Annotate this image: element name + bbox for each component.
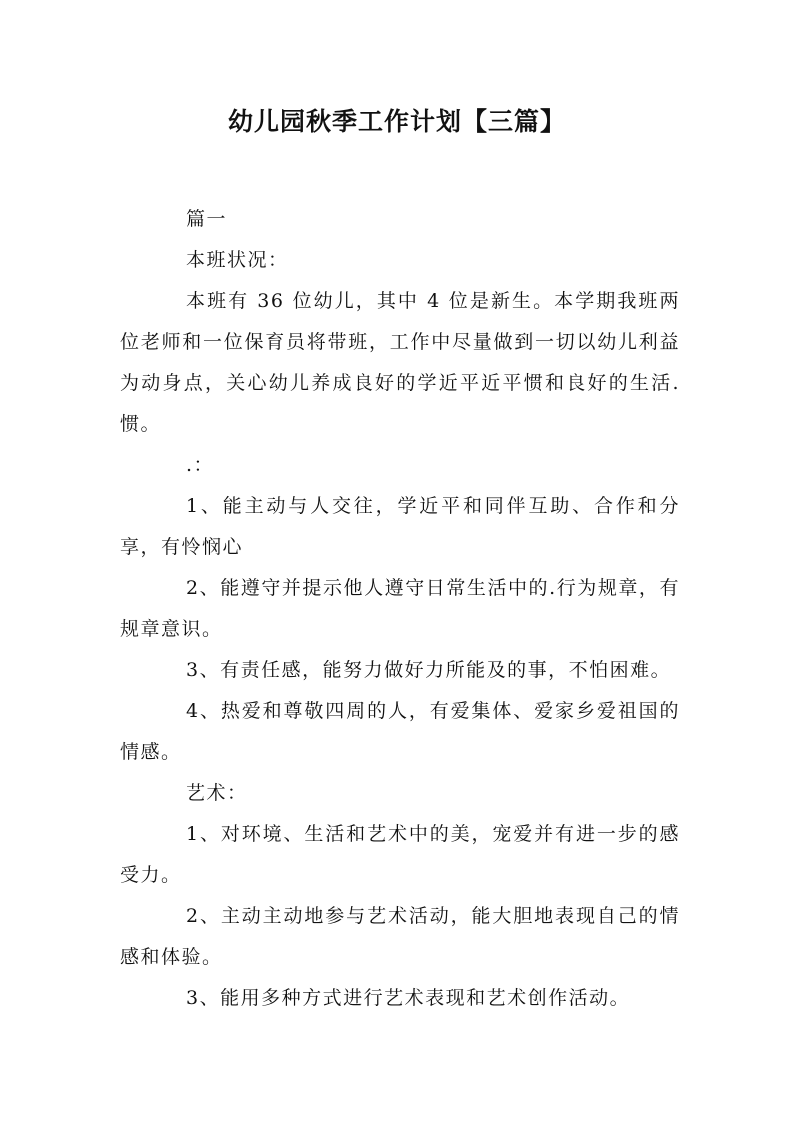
document-body <box>120 199 680 1019</box>
heading-part-one: 篇一 <box>186 208 228 230</box>
heading-fragment: .： <box>186 454 215 476</box>
list-item-social-3: 3、有责任感，能努力做好力所能及的事，不怕困难。 <box>186 659 672 681</box>
paragraph-class-overview: 本班有 36 位幼儿，其中 4 位是新生。本学期我班两位老师和一位保育员将带班，工作中尽量做到一切以幼儿利益为动身点，关心幼儿养成良好的学近平近平惯和良好的生活.惯。 <box>120 290 680 435</box>
list-item-social-1: 1、能主动与人交往，学近平和同伴互助、合作和分享，有怜悯心 <box>120 495 680 558</box>
list-item-art-2: 2、主动主动地参与艺术活动，能大胆地表现自己的情感和体验。 <box>120 905 680 968</box>
list-item-social-2: 2、能遵守并提示他人遵守日常生活中的.行为规章，有规章意识。 <box>120 577 680 640</box>
list-item-social-4: 4、热爱和尊敬四周的人，有爱集体、爱家乡爱祖国的情感。 <box>120 700 680 763</box>
heading-class-situation: 本班状况： <box>186 249 289 271</box>
document-title: 幼儿园秋季工作计划【三篇】 <box>227 107 566 136</box>
list-item-art-3: 3、能用多种方式进行艺术表现和艺术创作活动。 <box>186 987 631 1009</box>
heading-art: 艺术： <box>186 782 248 804</box>
list-item-art-1: 1、对环境、生活和艺术中的美，宠爱并有进一步的感受力。 <box>120 823 680 886</box>
